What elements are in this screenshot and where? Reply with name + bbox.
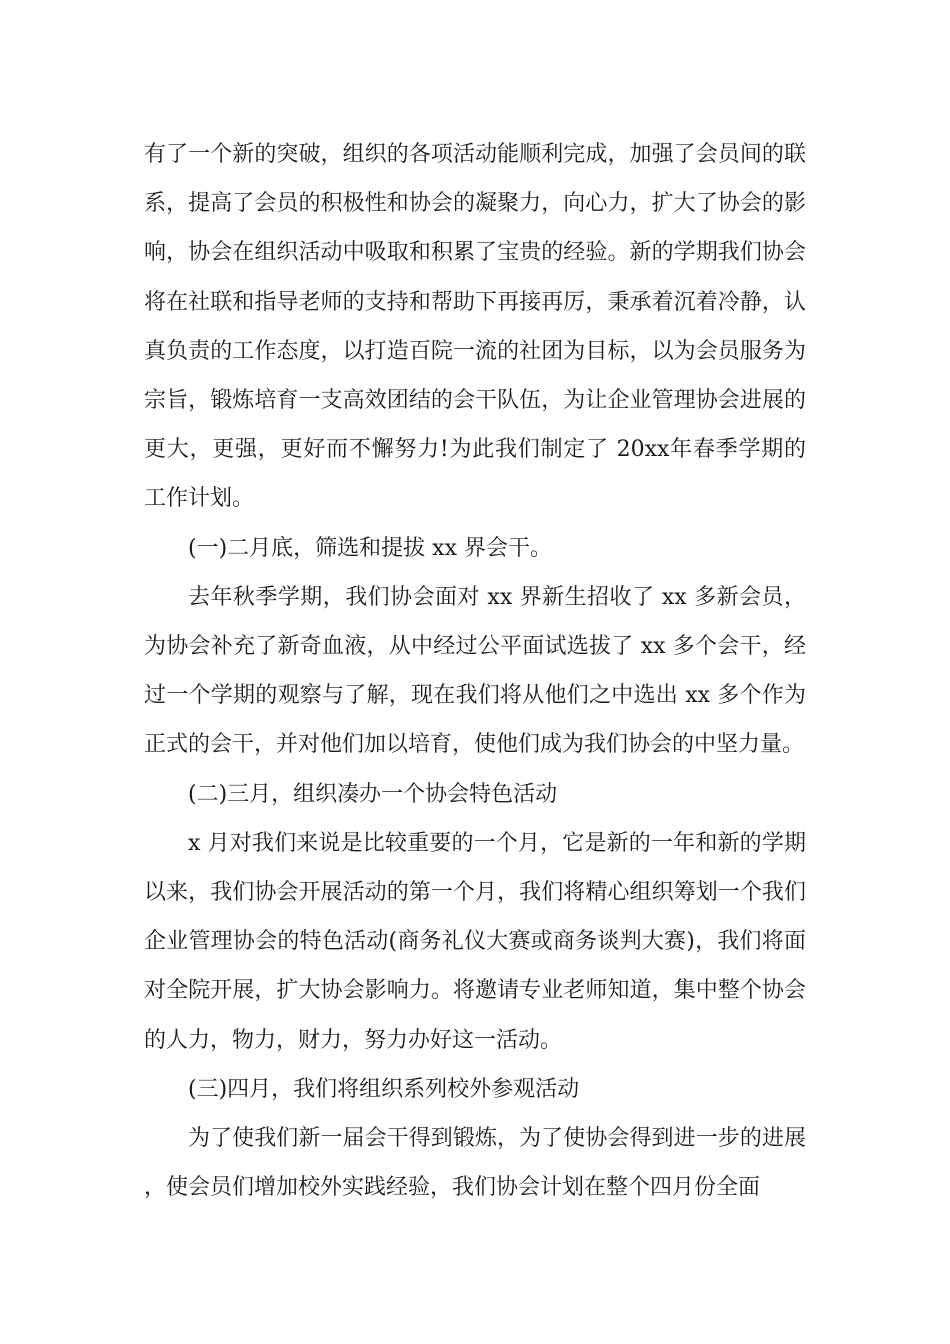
paragraph-intro: 有了一个新的突破，组织的各项活动能顺利完成，加强了会员间的联系，提高了会员的积极性和协会的凝聚力，向心力，扩大了协会的影响，协会在组织活动中吸取和积累了宝贵的经验。新的学期我们协会将在社联和指导老师的支持和帮助下再接再厉，秉承着沉着冷静，认真负责的工作态度，以打造百院一流的社团为目标，以为会员服务为宗旨，锻炼培育一支高效团结的会干队伍，为让企业管理协会进展的更大，更强，更好而不懈努力!为此我们制定了 20xx年春季学期的工作计划。 <box>144 142 806 512</box>
section-heading-april: (三)四月，我们将组织系列校外参观活动 <box>188 1076 580 1102</box>
paragraph-april: 为了使我们新一届会干得到锻炼，为了使协会得到进一步的进展，使会员们增加校外实践经验，我们协会计划在整个四月份全面 <box>144 1126 806 1201</box>
section-heading-march: (二)三月，组织凑办一个协会特色活动 <box>188 781 558 807</box>
paragraph-february: 去年秋季学期，我们协会面对 xx 界新生招收了 xx 多新会员，为协会补充了新奇血液，从中经过公平面试选拔了 xx 多个会干，经过一个学期的观察与了解，现在我们将从他们之中选出 xx 多个作为正式的会干，并对他们加以培育，使他们成为我们协会的中坚力量。 <box>144 584 806 758</box>
paragraph-march: x 月对我们来说是比较重要的一个月，它是新的一年和新的学期以来，我们协会开展活动的第一个月，我们将精心组织筹划一个我们企业管理协会的特色活动(商务礼仪大赛或商务谈判大赛)，我们将面对全院开展，扩大协会影响力。将邀请专业老师知道，集中整个协会的人力，物力，财力，努力办好这一活动。 <box>144 830 806 1053</box>
section-heading-february: (一)二月底，筛选和提拔 xx 界会干。 <box>188 535 552 561</box>
document-body <box>144 130 806 1212</box>
